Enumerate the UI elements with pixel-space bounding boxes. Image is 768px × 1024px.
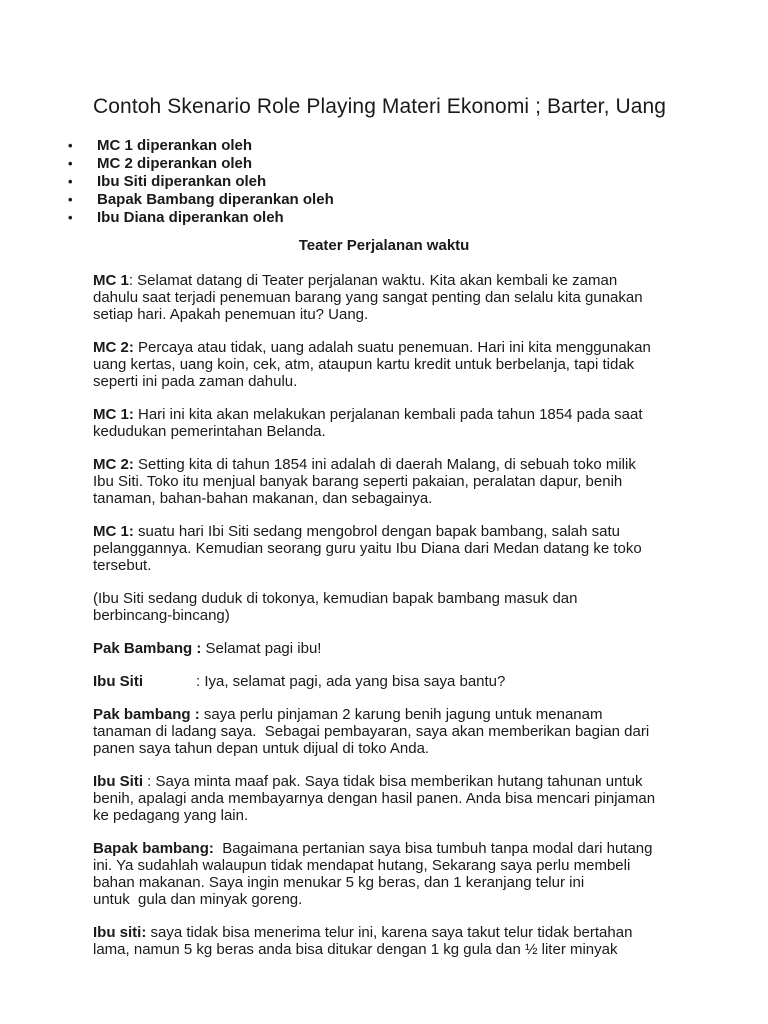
speaker-label: Pak Bambang : [93,640,202,657]
dialogue-paragraph [93,640,693,657]
dialogue-line [93,356,693,373]
dialogue-paragraph [93,840,693,908]
dialogue-line [93,607,693,624]
document-title: Contoh Skenario Role Playing Materi Ekonomi ; Barter, Uang [93,95,667,118]
dialogue-line [93,523,693,540]
dialogue-paragraph [93,773,693,824]
bullet-icon: • [68,138,73,153]
speaker-label: Ibu Siti [93,773,143,790]
dialogue-line [93,740,693,757]
dialogue-paragraph [93,590,693,624]
dialogue-line [93,941,693,958]
dialogue-line [93,773,693,790]
dialogue-line [93,706,693,723]
dialogue-line [93,640,693,657]
bullet-icon: • [68,174,73,189]
dialogue-paragraph [93,339,693,390]
dialogue-paragraph [93,523,693,574]
bullet-icon: • [68,192,73,207]
speaker-label: MC 2: [93,339,134,356]
dialogue-line [93,857,693,874]
bullet-icon: • [68,156,73,171]
speaker-label: Ibu Siti [93,673,143,690]
dialogue-text: tanaman di ladang saya. Sebagai pembayaran, saya akan memberikan bagian dari [93,723,650,740]
dialogue-text: panen saya tahun depan untuk dijual di toko Anda. [93,740,430,757]
dialogue-line [93,807,693,824]
dialogue-line [93,473,693,490]
speaker-label: Ibu siti: [93,924,147,941]
dialogue-paragraph [93,456,693,507]
dialogue-text: ke pedagang yang lain. [93,807,249,824]
dialogue-text: : Iya, selamat pagi, ada yang bisa saya bantu? [196,673,506,690]
dialogue-text: pelanggannya. Kemudian seorang guru yaitu Ibu Diana dari Medan datang ke toko [93,540,642,557]
section-subtitle: Teater Perjalanan waktu [298,237,470,254]
dialogue-text: benih, apalagi anda membayarnya dengan hasil panen. Anda bisa mencari pinjaman [93,790,656,807]
dialogue-line [93,490,693,507]
dialogue-line [93,723,693,740]
cast-item-label: Bapak Bambang diperankan oleh [97,191,334,208]
dialogue-text: setiap hari. Apakah penemuan itu? Uang. [93,306,369,323]
speaker-label: Pak bambang : [93,706,200,723]
speaker-label: Bapak bambang: [93,840,214,857]
dialogue-line [93,540,693,557]
dialogue-line [93,339,693,356]
dialogue-line [93,373,693,390]
dialogue-text: lama, namun 5 kg beras anda bisa ditukar dengan 1 kg gula dan ½ liter minyak [93,941,618,958]
dialogue-line [93,289,693,306]
dialogue-text: untuk gula dan minyak goreng. [93,891,303,908]
dialogue-text: : Selamat datang di Teater perjalanan waktu. Kita akan kembali ke zaman [128,272,618,289]
dialogue-text: Ibu Siti. Toko itu menjual banyak barang seperti pakaian, peralatan dapur, benih [93,473,623,490]
dialogue-line [93,306,693,323]
dialogue-text: Bagaimana pertanian saya bisa tumbuh tanpa modal dari hutang [213,840,653,857]
dialogue-line [93,590,693,607]
dialogue-line [93,673,693,690]
dialogue-line [93,891,693,908]
cast-item-label: MC 1 diperankan oleh [97,137,253,154]
dialogue-text: Selamat pagi ibu! [201,640,322,657]
script-body [93,272,693,974]
dialogue-text: tanaman, bahan-bahan makanan, dan sebagainya. [93,490,433,507]
dialogue-text: dahulu saat terjadi penemuan barang yang sangat penting dan selalu kita gunakan [93,289,643,306]
dialogue-text: Percaya atau tidak, uang adalah suatu penemuan. Hari ini kita menggunakan [133,339,651,356]
dialogue-text: berbincang-bincang) [93,607,230,624]
dialogue-text: saya tidak bisa menerima telur ini, karena saya takut telur tidak bertahan [146,924,633,941]
dialogue-line [93,423,693,440]
dialogue-text: ini. Ya sudahlah walaupun tidak mendapat hutang, Sekarang saya perlu membeli [93,857,631,874]
dialogue-paragraph [93,924,693,958]
dialogue-text: Setting kita di tahun 1854 ini adalah di daerah Malang, di sebuah toko milik [133,456,636,473]
cast-item-label: Ibu Siti diperankan oleh [97,173,267,190]
dialogue-line [93,840,693,857]
bullet-icon: • [68,210,73,225]
dialogue-paragraph [93,272,693,323]
dialogue-paragraph [93,706,693,757]
cast-item-label: Ibu Diana diperankan oleh [97,209,284,226]
dialogue-line [93,557,693,574]
dialogue-line [93,456,693,473]
dialogue-line [93,272,693,289]
speaker-label: MC 1: [93,523,134,540]
speaker-label: MC 1: [93,406,134,423]
dialogue-text: bahan makanan. Saya ingin menukar 5 kg beras, dan 1 keranjang telur ini [93,874,585,891]
speaker-label: MC 2: [93,456,134,473]
dialogue-text: uang kertas, uang koin, cek, atm, ataupun kartu kredit untuk berbelanja, tapi tidak [93,356,635,373]
speaker-label: MC 1 [93,272,129,289]
dialogue-line [93,406,693,423]
dialogue-text: seperti ini pada zaman dahulu. [93,373,298,390]
dialogue-line [93,924,693,941]
dialogue-text: saya perlu pinjaman 2 karung benih jagung untuk menanam [199,706,603,723]
dialogue-paragraph [93,673,693,690]
dialogue-text: tersebut. [93,557,152,574]
dialogue-line [93,790,693,807]
dialogue-line [93,874,693,891]
dialogue-paragraph [93,406,693,440]
dialogue-text: : Saya minta maaf pak. Saya tidak bisa memberikan hutang tahunan untuk [143,773,643,790]
dialogue-text: Hari ini kita akan melakukan perjalanan kembali pada tahun 1854 pada saat [133,406,643,423]
dialogue-text: (Ibu Siti sedang duduk di tokonya, kemudian bapak bambang masuk dan [93,590,578,607]
dialogue-text: kedudukan pemerintahan Belanda. [93,423,326,440]
cast-item-label: MC 2 diperankan oleh [97,155,253,172]
dialogue-text: suatu hari Ibi Siti sedang mengobrol dengan bapak bambang, salah satu [133,523,621,540]
